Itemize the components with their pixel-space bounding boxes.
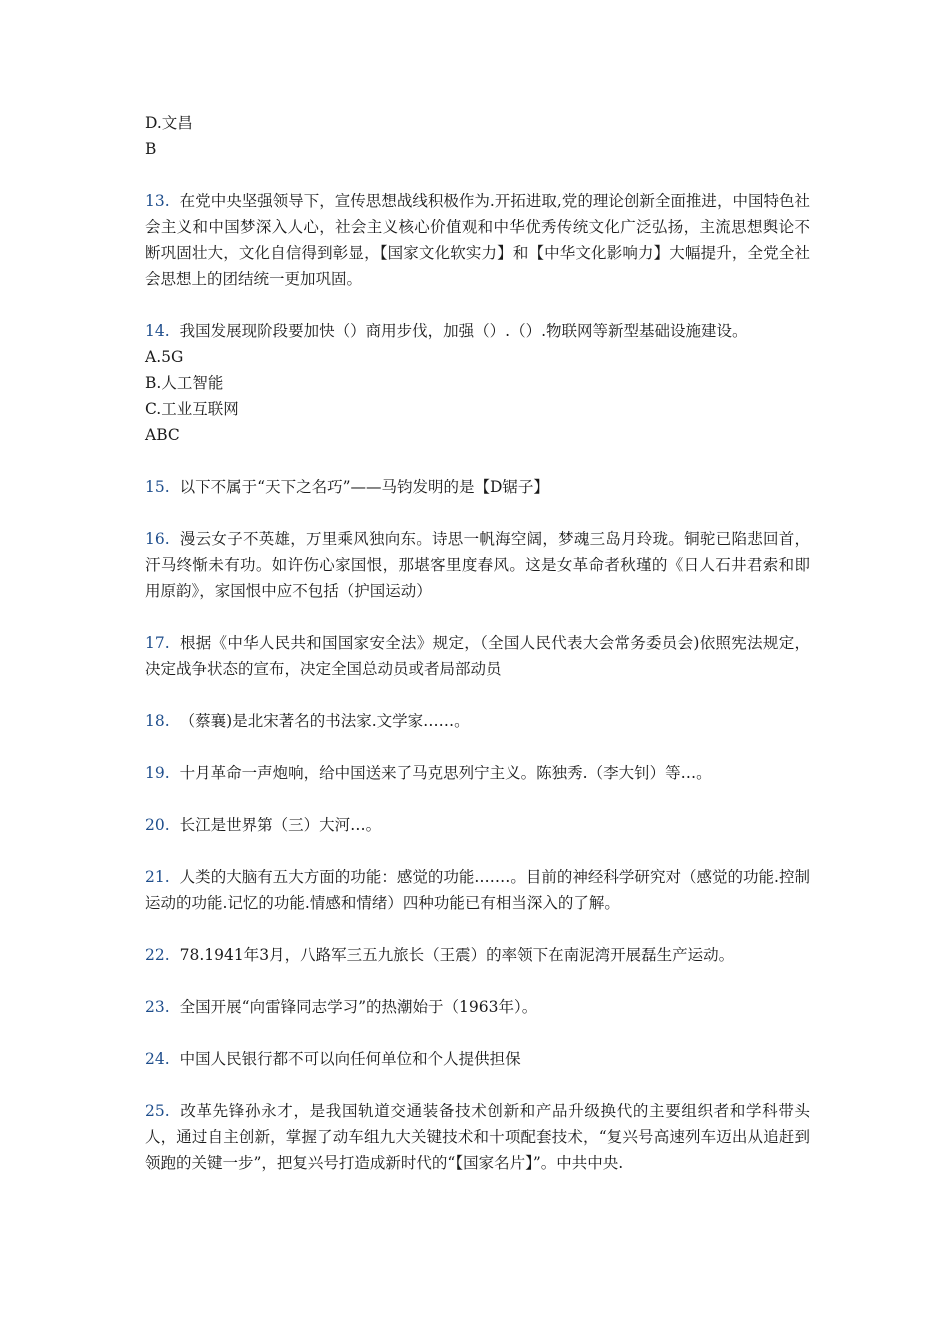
question-16 [145,526,810,604]
question-15 [145,474,810,500]
question-number: 25. [145,1102,170,1120]
option-c: C.工业互联网 [145,400,239,418]
document-page [145,110,810,1202]
question-number: 15. [145,478,170,496]
question-text: 漫云女子不英雄，万里乘风独向东。诗思一帆海空阔，梦魂三岛月玲珑。铜驼已陷悲回首，汗马终惭未有功。如许伤心家国恨，那堪客里度春风。这是女革命者秋瑾的《日人石井君索和即用原韵》，家国恨中应不包括（护国运动） [145,530,810,600]
question-text: 我国发展现阶段要加快（）商用步伐，加强（）.（）.物联网等新型基础设施建设。 [179,322,748,340]
question-23 [145,994,810,1020]
question-25 [145,1098,810,1176]
question-20 [145,812,810,838]
question-22 [145,942,810,968]
question-number: 14. [145,322,170,340]
answer: ABC [145,426,180,444]
question-13 [145,188,810,292]
answer: B [145,140,157,158]
option-a: A.5G [145,348,184,366]
question-text: 中国人民银行都不可以向任何单位和个人提供担保 [179,1050,521,1068]
question-19 [145,760,810,786]
question-text: 改革先锋孙永才，是我国轨道交通装备技术创新和产品升级换代的主要组织者和学科带头人，通过自主创新，掌握了动车组九大关键技术和十项配套技术，“复兴号高速列车迈出从追赶到领跑的关键一步”，把复兴号打造成新时代的“【国家名片】”。中共中央. [145,1102,810,1172]
question-text: 十月革命一声炮响，给中国送来了马克思列宁主义。陈独秀.（李大钊）等…。 [179,764,712,782]
question-number: 24. [145,1050,170,1068]
question-text: 根据《中华人民共和国国家安全法》规定，（全国人民代表大会常务委员会)依照宪法规定，决定战争状态的宣布，决定全国总动员或者局部动员 [145,634,810,678]
question-text: 78.1941年3月，八路军三五九旅长（王震）的率领下在南泥湾开展磊生产运动。 [179,946,735,964]
question-17 [145,630,810,682]
option-b: B.人工智能 [145,374,224,392]
question-number: 18. [145,712,170,730]
question-number: 17. [145,634,170,652]
question-text: 全国开展“向雷锋同志学习”的热潮始于（1963年）。 [179,998,538,1016]
option-d: D.文昌 [145,114,193,132]
question-number: 16. [145,530,170,548]
question-number: 19. [145,764,170,782]
question-text: （蔡襄)是北宋著名的书法家.文学家……。 [179,712,470,730]
question-24 [145,1046,810,1072]
question-text: 长江是世界第（三）大河…。 [179,816,382,834]
question-number: 13. [145,192,170,210]
question-number: 22. [145,946,170,964]
question-text: 以下不属于“天下之名巧”——马钧发明的是【D锯子】 [179,478,549,496]
question-number: 20. [145,816,170,834]
question-18 [145,708,810,734]
question-21 [145,864,810,916]
question-number: 21. [145,868,170,886]
question-number: 23. [145,998,170,1016]
question-14 [145,318,810,448]
question-text: 在党中央坚强领导下，宣传思想战线积极作为.开拓进取,党的理论创新全面推进，中国特色社会主义和中国梦深入人心，社会主义核心价值观和中华优秀传统文化广泛弘扬，主流思想舆论不断巩固壮大，文化自信得到彰显，【国家文化软实力】和【中华文化影响力】大幅提升，全党全社会思想上的团结统一更加巩固。 [145,192,810,288]
previous-question-tail [145,110,810,162]
question-text: 人类的大脑有五大方面的功能：感觉的功能.……。目前的神经科学研究对（感觉的功能.控制运动的功能.记忆的功能.情感和情绪）四种功能已有相当深入的了解。 [145,868,810,912]
